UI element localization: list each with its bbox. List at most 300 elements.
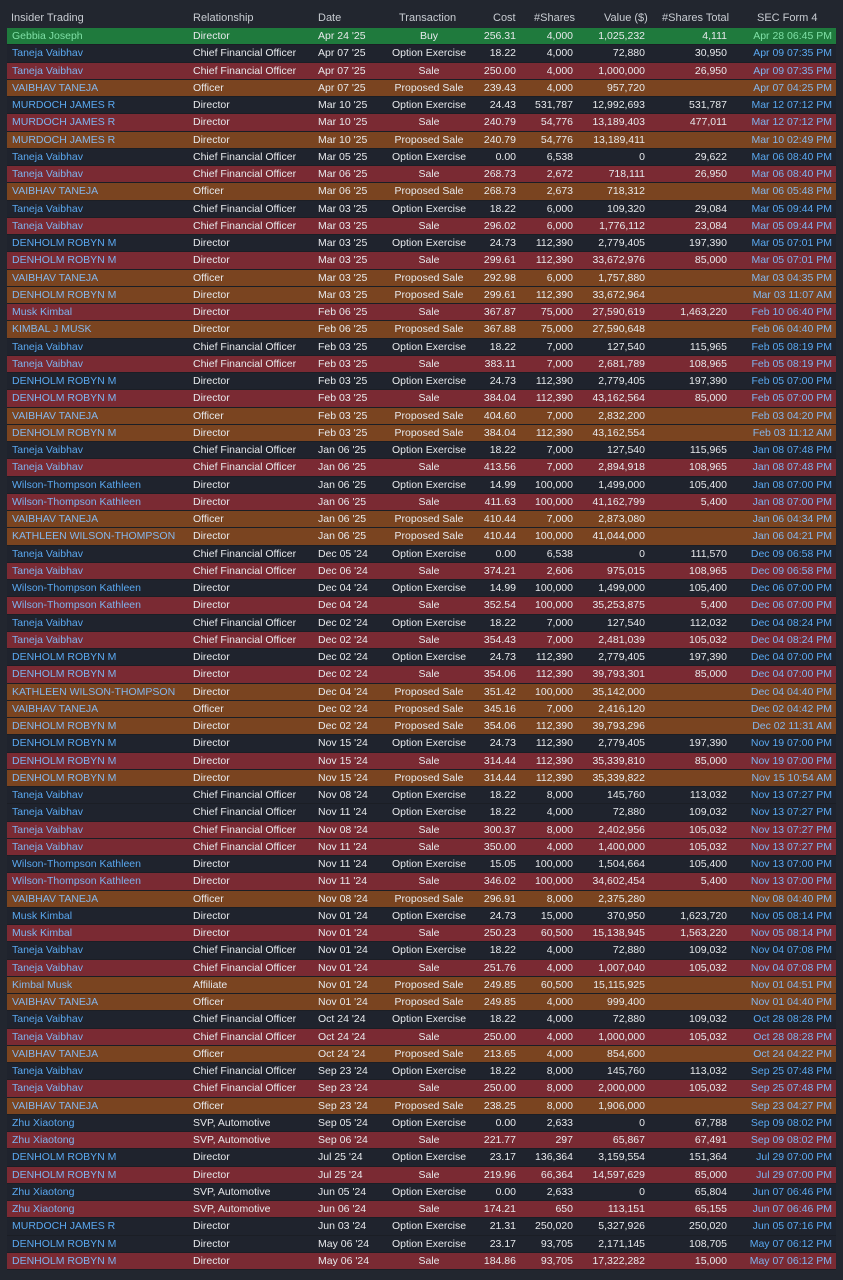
sec-form-link[interactable]: Dec 04 07:00 PM [750, 668, 832, 681]
value: 27,590,619 [592, 306, 645, 318]
insider-link[interactable]: VAIBHAV TANEJA [12, 702, 99, 715]
relationship: Director [193, 288, 230, 301]
sec-form-link[interactable]: May 07 06:12 PM [749, 1237, 832, 1250]
cost: 346.02 [483, 875, 516, 888]
date: Nov 01 '24 [318, 978, 368, 991]
sec-form-link[interactable]: Jun 05 07:16 PM [752, 1220, 832, 1233]
sec-form-link[interactable]: Apr 07 04:25 PM [753, 81, 832, 94]
cost: 250.00 [483, 1082, 516, 1095]
shares-total: 5,400 [700, 599, 727, 612]
insider-link[interactable]: DENHOLM ROBYN M [12, 375, 117, 387]
shares: 4,000 [546, 64, 573, 77]
date: Mar 10 '25 [318, 99, 368, 111]
insider-link[interactable]: VAIBHAV TANEJA [12, 513, 99, 525]
cost: 250.00 [483, 64, 516, 77]
date: Sep 06 '24 [318, 1134, 368, 1146]
insider-link[interactable]: Taneja Vaibhav [12, 150, 84, 163]
relationship: Director [193, 1168, 230, 1181]
sec-form-link[interactable]: Feb 05 07:00 PM [751, 375, 832, 387]
sec-form-link[interactable]: Apr 28 06:45 PM [753, 30, 832, 42]
insider-link[interactable]: DENHOLM ROBYN M [12, 237, 117, 249]
sec-form-link[interactable]: Dec 02 04:42 PM [750, 702, 832, 715]
sec-form-link[interactable]: Nov 13 07:27 PM [750, 789, 832, 801]
value: 145,760 [607, 789, 645, 801]
insider-link[interactable]: Wilson-Thompson Kathleen [12, 858, 141, 870]
sec-form-link[interactable]: Jan 06 04:34 PM [752, 513, 832, 525]
sec-form-link[interactable]: Mar 12 07:12 PM [751, 99, 832, 111]
table-row [7, 459, 836, 476]
sec-form-link[interactable]: Nov 13 07:00 PM [750, 858, 832, 870]
sec-form-link[interactable]: Feb 05 07:00 PM [751, 392, 832, 405]
col-transaction[interactable]: Transaction [399, 12, 457, 24]
insider-link[interactable]: DENHOLM ROBYN M [12, 392, 117, 405]
insider-link[interactable]: Taneja Vaibhav [12, 547, 84, 560]
table-row [7, 632, 836, 649]
col-cost[interactable]: Cost [493, 12, 516, 24]
sec-form-link[interactable]: Jan 06 04:21 PM [752, 530, 832, 543]
insider-link[interactable]: DENHOLM ROBYN M [12, 737, 117, 750]
sec-form-link[interactable]: Dec 06 07:00 PM [750, 599, 832, 612]
insider-link[interactable]: Taneja Vaibhav [12, 823, 84, 836]
date: Mar 03 '25 [318, 219, 368, 232]
relationship: SVP, Automotive [193, 1203, 271, 1215]
insider-link[interactable]: Taneja Vaibhav [12, 1082, 84, 1095]
shares-total: 197,390 [689, 375, 727, 387]
cost: 374.21 [483, 564, 516, 577]
value: 145,760 [607, 1065, 645, 1077]
sec-form-link[interactable]: Mar 12 07:12 PM [751, 116, 832, 129]
shares: 7,000 [546, 444, 573, 456]
insider-link[interactable]: Taneja Vaibhav [12, 633, 84, 646]
insider-link[interactable]: VAIBHAV TANEJA [12, 996, 99, 1008]
value: 718,111 [608, 168, 645, 180]
insider-link[interactable]: Taneja Vaibhav [12, 444, 84, 456]
shares-total: 85,000 [694, 254, 727, 267]
insider-link[interactable]: MURDOCH JAMES R [12, 1220, 116, 1233]
relationship: Director [193, 116, 230, 129]
relationship: Chief Financial Officer [193, 168, 297, 180]
value: 1,007,040 [598, 961, 645, 974]
sec-form-link[interactable]: Apr 09 07:35 PM [753, 64, 832, 77]
transaction: Option Exercise [391, 375, 467, 387]
cost: 221.77 [483, 1134, 516, 1146]
date: Dec 02 '24 [318, 720, 368, 732]
cost: 299.61 [483, 254, 516, 267]
shares-total: 85,000 [694, 754, 727, 767]
shares: 531,787 [535, 99, 573, 111]
insider-link[interactable]: Taneja Vaibhav [12, 357, 84, 370]
insider-link[interactable]: Wilson-Thompson Kathleen [12, 478, 141, 491]
insider-link[interactable]: DENHOLM ROBYN M [12, 720, 117, 732]
table-row [7, 597, 836, 614]
table-row [7, 718, 836, 735]
insider-link[interactable]: Taneja Vaibhav [12, 219, 84, 232]
insider-link[interactable]: DENHOLM ROBYN M [12, 1168, 117, 1181]
sec-form-link[interactable]: Sep 23 04:27 PM [750, 1099, 832, 1112]
sec-form-link[interactable]: Mar 06 08:40 PM [751, 150, 832, 163]
transaction: Option Exercise [391, 616, 467, 629]
sec-form-link[interactable]: Nov 01 04:40 PM [750, 996, 832, 1008]
table-row [7, 528, 836, 545]
insider-link[interactable]: Taneja Vaibhav [12, 806, 84, 819]
table-row [7, 166, 836, 183]
sec-form-link[interactable]: Feb 10 06:40 PM [751, 306, 832, 318]
value: 43,162,564 [592, 392, 645, 405]
sec-form-link[interactable]: Nov 05 08:14 PM [750, 927, 832, 939]
relationship: Director [193, 720, 230, 732]
shares-total: 111,570 [690, 547, 727, 560]
value: 35,339,810 [592, 754, 645, 767]
value: 15,115,925 [593, 978, 645, 991]
shares: 8,000 [546, 1099, 573, 1112]
sec-form-link[interactable]: Dec 04 08:24 PM [750, 616, 832, 629]
transaction: Sale [418, 1134, 440, 1146]
insider-link[interactable]: Wilson-Thompson Kathleen [12, 582, 141, 594]
cost: 18.22 [489, 1013, 516, 1026]
cost: 352.54 [483, 599, 516, 612]
value: 1,757,880 [598, 271, 645, 284]
insider-link[interactable]: Taneja Vaibhav [12, 616, 84, 629]
date: Mar 03 '25 [318, 254, 368, 267]
date: Nov 15 '24 [318, 754, 368, 767]
sec-form-link[interactable]: Apr 09 07:35 PM [753, 47, 832, 60]
sec-form-link[interactable]: Sep 09 08:02 PM [750, 1116, 832, 1129]
shares-total: 30,950 [694, 47, 727, 60]
cost: 18.22 [489, 806, 516, 819]
transaction: Option Exercise [391, 1151, 467, 1164]
insider-link[interactable]: VAIBHAV TANEJA [12, 1047, 99, 1060]
sec-form-link[interactable]: Dec 02 11:31 AM [752, 720, 832, 732]
relationship: Chief Financial Officer [193, 944, 297, 957]
value: 34,602,454 [592, 875, 645, 888]
date: Sep 23 '24 [318, 1082, 368, 1095]
insider-link[interactable]: MURDOCH JAMES R [12, 133, 116, 146]
col-insider[interactable]: Insider Trading [11, 12, 84, 24]
sec-form-link[interactable]: Nov 01 04:51 PM [750, 978, 832, 991]
sec-form-link[interactable]: Nov 04 07:08 PM [750, 944, 832, 957]
date: Nov 01 '24 [318, 996, 368, 1008]
table-row [7, 201, 836, 218]
date: Nov 11 '24 [318, 875, 368, 888]
shares-total: 477,011 [689, 116, 727, 129]
cost: 292.98 [483, 271, 516, 284]
insider-link[interactable]: Taneja Vaibhav [12, 840, 84, 853]
sec-form-link[interactable]: Nov 13 07:27 PM [750, 823, 832, 836]
col-relationship[interactable]: Relationship [193, 12, 254, 24]
relationship: Chief Financial Officer [193, 64, 297, 77]
shares-total: 108,965 [689, 461, 727, 474]
sec-form-link[interactable]: Jun 07 06:46 PM [752, 1185, 832, 1198]
sec-form-link[interactable]: Mar 05 07:01 PM [751, 254, 832, 267]
insider-link[interactable]: VAIBHAV TANEJA [12, 81, 99, 94]
table-row [7, 321, 836, 338]
value: 2,402,956 [598, 823, 645, 836]
transaction: Option Exercise [391, 582, 467, 594]
table-row [7, 1236, 836, 1253]
relationship: Director [193, 771, 230, 784]
insider-link[interactable]: Taneja Vaibhav [12, 64, 84, 77]
shares-total: 65,155 [694, 1203, 727, 1215]
insider-link[interactable]: Musk Kimbal [12, 909, 73, 922]
insider-link[interactable]: DENHOLM ROBYN M [12, 426, 117, 439]
cost: 174.21 [483, 1203, 516, 1215]
table-row [7, 1218, 836, 1235]
insider-link[interactable]: Zhu Xiaotong [12, 1185, 75, 1198]
shares: 112,390 [535, 375, 573, 387]
sec-form-link[interactable]: Nov 19 07:00 PM [750, 754, 832, 767]
transaction: Sale [418, 168, 440, 180]
insider-link[interactable]: DENHOLM ROBYN M [12, 668, 117, 681]
cost: 249.85 [483, 978, 516, 991]
date: Dec 05 '24 [318, 547, 368, 560]
sec-form-link[interactable]: May 07 06:12 PM [749, 1254, 832, 1267]
cost: 24.73 [489, 909, 516, 922]
table-row [7, 701, 836, 718]
insider-link[interactable]: Taneja Vaibhav [12, 1013, 84, 1026]
sec-form-link[interactable]: Feb 03 11:12 AM [752, 426, 832, 439]
relationship: Officer [193, 185, 224, 198]
table-row [7, 1115, 836, 1132]
sec-form-link[interactable]: Oct 28 08:28 PM [753, 1013, 832, 1026]
cost: 268.73 [483, 168, 516, 180]
relationship: Director [193, 426, 230, 439]
sec-form-link[interactable]: Jan 08 07:48 PM [752, 444, 832, 456]
table-row [7, 235, 836, 252]
insider-link[interactable]: Taneja Vaibhav [12, 1065, 84, 1077]
sec-form-link[interactable]: Dec 06 07:00 PM [750, 582, 832, 594]
insider-link[interactable]: Taneja Vaibhav [12, 47, 84, 60]
date: Oct 24 '24 [318, 1030, 366, 1043]
insider-link[interactable]: DENHOLM ROBYN M [12, 254, 117, 267]
insider-link[interactable]: Musk Kimbal [12, 927, 73, 939]
sec-form-link[interactable]: Jan 08 07:00 PM [752, 478, 832, 491]
cost: 18.22 [489, 1065, 516, 1077]
relationship: Chief Financial Officer [193, 564, 297, 577]
insider-link[interactable]: Taneja Vaibhav [12, 168, 84, 180]
sec-form-link[interactable]: Nov 19 07:00 PM [750, 737, 832, 750]
insider-link[interactable]: DENHOLM ROBYN M [12, 1254, 117, 1267]
sec-form-link[interactable]: Nov 13 07:27 PM [750, 806, 832, 819]
sec-form-link[interactable]: Oct 28 08:28 PM [753, 1030, 832, 1043]
sec-form-link[interactable]: Sep 25 07:48 PM [750, 1082, 832, 1095]
table-row [7, 1253, 836, 1270]
insider-link[interactable]: KATHLEEN WILSON-THOMPSON [12, 685, 176, 698]
shares-total: 105,032 [689, 823, 727, 836]
insider-link[interactable]: DENHOLM ROBYN M [12, 1151, 117, 1164]
cost: 413.56 [483, 461, 516, 474]
value: 1,504,664 [598, 858, 645, 870]
sec-form-link[interactable]: Dec 09 06:58 PM [750, 564, 832, 577]
shares: 8,000 [546, 892, 573, 905]
sec-form-link[interactable]: Nov 13 07:00 PM [750, 875, 832, 888]
sec-form-link[interactable]: Mar 05 09:44 PM [751, 202, 832, 215]
shares-total: 1,623,720 [680, 909, 727, 922]
value: 39,793,301 [592, 668, 645, 681]
insider-link[interactable]: Kimbal Musk [12, 978, 73, 991]
insider-link[interactable]: Zhu Xiaotong [12, 1203, 75, 1215]
table-row [7, 563, 836, 580]
transaction: Proposed Sale [394, 702, 464, 715]
relationship: Chief Financial Officer [193, 47, 297, 60]
insider-link[interactable]: Taneja Vaibhav [12, 564, 84, 577]
cost: 240.79 [483, 133, 516, 146]
shares: 4,000 [546, 996, 573, 1008]
insider-link[interactable]: VAIBHAV TANEJA [12, 892, 99, 905]
date: Jul 25 '24 [318, 1151, 363, 1164]
sec-form-link[interactable]: Jan 08 07:00 PM [752, 495, 832, 508]
shares-total: 113,032 [689, 1065, 727, 1077]
cost: 21.31 [489, 1220, 516, 1233]
value: 0 [639, 1185, 645, 1198]
insider-link[interactable]: DENHOLM ROBYN M [12, 651, 117, 663]
sec-form-link[interactable]: Nov 15 10:54 AM [751, 771, 832, 784]
cost: 14.99 [489, 478, 516, 491]
col-shares-total[interactable]: #Shares Total [662, 12, 730, 24]
relationship: Chief Financial Officer [193, 789, 297, 801]
cost: 299.61 [483, 288, 516, 301]
value: 1,000,000 [598, 64, 645, 77]
date: Jan 06 '25 [318, 495, 367, 508]
insider-link[interactable]: Taneja Vaibhav [12, 340, 84, 353]
date: Dec 04 '24 [318, 685, 368, 698]
insider-link[interactable]: DENHOLM ROBYN M [12, 1237, 117, 1250]
value: 2,779,405 [598, 737, 645, 750]
insider-link[interactable]: DENHOLM ROBYN M [12, 771, 117, 784]
shares: 112,390 [535, 668, 573, 681]
sec-form-link[interactable]: Mar 06 05:48 PM [751, 185, 832, 198]
sec-form-link[interactable]: Mar 03 04:35 PM [751, 271, 832, 284]
relationship: SVP, Automotive [193, 1134, 271, 1146]
insider-link[interactable]: Wilson-Thompson Kathleen [12, 599, 141, 612]
shares: 7,000 [546, 357, 573, 370]
date: Dec 06 '24 [318, 564, 368, 577]
relationship: Chief Financial Officer [193, 840, 297, 853]
sec-form-link[interactable]: Jan 08 07:48 PM [752, 461, 832, 474]
shares-total: 67,491 [694, 1134, 727, 1146]
sec-form-link[interactable]: Mar 06 08:40 PM [751, 168, 832, 180]
table-body [7, 28, 836, 1270]
col-date[interactable]: Date [318, 12, 342, 24]
sec-form-link[interactable]: Jul 29 07:00 PM [756, 1168, 832, 1181]
sec-form-link[interactable]: Nov 05 08:14 PM [750, 909, 832, 922]
transaction: Proposed Sale [394, 81, 464, 94]
sec-form-link[interactable]: Nov 04 07:08 PM [750, 961, 832, 974]
insider-link[interactable]: Taneja Vaibhav [12, 789, 84, 801]
insider-link[interactable]: VAIBHAV TANEJA [12, 185, 99, 198]
relationship: Director [193, 858, 230, 870]
value: 39,793,296 [592, 720, 645, 732]
value: 109,320 [607, 202, 645, 215]
sec-form-link[interactable]: Feb 05 08:19 PM [751, 340, 832, 353]
insider-link[interactable]: VAIBHAV TANEJA [12, 409, 99, 422]
insider-link[interactable]: Taneja Vaibhav [12, 461, 84, 474]
insider-link[interactable]: MURDOCH JAMES R [12, 99, 116, 111]
col-value[interactable]: Value ($) [604, 12, 648, 24]
sec-form-link[interactable]: Oct 24 04:22 PM [753, 1047, 832, 1060]
relationship: Director [193, 237, 230, 249]
date: Nov 01 '24 [318, 944, 368, 957]
insider-link[interactable]: Taneja Vaibhav [12, 1030, 84, 1043]
insider-link[interactable]: DENHOLM ROBYN M [12, 754, 117, 767]
transaction: Sale [418, 306, 440, 318]
date: Dec 02 '24 [318, 668, 368, 681]
insider-link[interactable]: KIMBAL J MUSK [12, 323, 92, 336]
sec-form-link[interactable]: Feb 06 04:40 PM [751, 323, 832, 336]
insider-link[interactable]: KATHLEEN WILSON-THOMPSON [12, 530, 176, 543]
sec-form-link[interactable]: Mar 05 09:44 PM [751, 219, 832, 232]
cost: 18.22 [489, 444, 516, 456]
sec-form-link[interactable]: Dec 04 07:00 PM [750, 651, 832, 663]
col-shares[interactable]: #Shares [534, 12, 575, 24]
sec-form-link[interactable]: Dec 04 04:40 PM [750, 685, 832, 698]
insider-link[interactable]: Wilson-Thompson Kathleen [12, 875, 141, 888]
sec-form-link[interactable]: Dec 09 06:58 PM [750, 547, 832, 560]
date: Mar 10 '25 [318, 133, 368, 146]
insider-link[interactable]: Taneja Vaibhav [12, 944, 84, 957]
transaction: Sale [418, 1082, 440, 1095]
value: 33,672,964 [592, 288, 645, 301]
value: 2,779,405 [598, 651, 645, 663]
relationship: Chief Financial Officer [193, 823, 297, 836]
shares: 136,364 [535, 1151, 573, 1164]
sec-form-link[interactable]: Dec 04 08:24 PM [750, 633, 832, 646]
shares-total: 105,032 [689, 633, 727, 646]
insider-link[interactable]: DENHOLM ROBYN M [12, 288, 117, 301]
sec-form-link[interactable]: Mar 10 02:49 PM [751, 133, 832, 146]
insider-link[interactable]: Taneja Vaibhav [12, 961, 84, 974]
cost: 219.96 [483, 1168, 516, 1181]
sec-form-link[interactable]: Sep 09 08:02 PM [750, 1134, 832, 1146]
insider-link[interactable]: Gebbia Joseph [12, 30, 83, 42]
value: 72,880 [612, 806, 645, 819]
transaction: Sale [418, 564, 440, 577]
sec-form-link[interactable]: Feb 03 04:20 PM [751, 409, 832, 422]
insider-link[interactable]: VAIBHAV TANEJA [12, 271, 99, 284]
cost: 23.17 [489, 1237, 516, 1250]
value: 1,499,000 [598, 478, 645, 491]
shares-total: 151,364 [689, 1151, 727, 1164]
table-row [7, 442, 836, 459]
transaction: Option Exercise [391, 944, 467, 957]
sec-form-link[interactable]: Jun 07 06:46 PM [752, 1203, 832, 1215]
sec-form-link[interactable]: Nov 08 04:40 PM [750, 892, 832, 905]
insider-link[interactable]: Musk Kimbal [12, 306, 73, 318]
sec-form-link[interactable]: Feb 05 08:19 PM [751, 357, 832, 370]
insider-link[interactable]: Taneja Vaibhav [12, 202, 84, 215]
cost: 354.06 [483, 668, 516, 681]
insider-link[interactable]: Wilson-Thompson Kathleen [12, 495, 141, 508]
relationship: SVP, Automotive [193, 1116, 271, 1129]
insider-link[interactable]: Zhu Xiaotong [12, 1134, 75, 1146]
value: 0 [639, 547, 645, 560]
sec-form-link[interactable]: Nov 13 07:27 PM [750, 840, 832, 853]
relationship: Director [193, 530, 230, 543]
insider-link[interactable]: VAIBHAV TANEJA [12, 1099, 99, 1112]
shares: 54,776 [540, 133, 573, 146]
insider-link[interactable]: MURDOCH JAMES R [12, 116, 116, 129]
sec-form-link[interactable]: Mar 03 11:07 AM [752, 288, 832, 301]
date: Feb 03 '25 [318, 357, 368, 370]
shares: 112,390 [535, 754, 573, 767]
sec-form-link[interactable]: Mar 05 07:01 PM [751, 237, 832, 249]
value: 0 [639, 150, 645, 163]
col-sec-form[interactable]: SEC Form 4 [757, 12, 818, 24]
sec-form-link[interactable]: Sep 25 07:48 PM [750, 1065, 832, 1077]
shares-total: 5,400 [700, 875, 727, 888]
transaction: Proposed Sale [394, 426, 464, 439]
insider-link[interactable]: Zhu Xiaotong [12, 1116, 75, 1129]
sec-form-link[interactable]: Jul 29 07:00 PM [756, 1151, 832, 1164]
